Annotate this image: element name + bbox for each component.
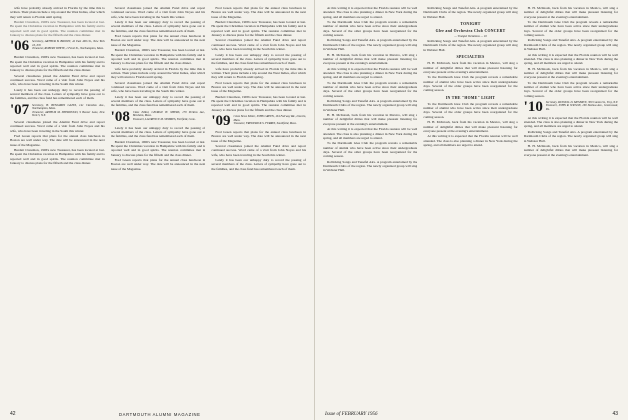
section-subheading: Glee and Orchestra Club CONCERT bbox=[435, 29, 506, 34]
home-light-text: At this writing it is expected that the Florida reunion will be well attended. The class is also planning a dinner in New York during the spring, and all members are urged to attend. bbox=[423, 134, 518, 147]
class-heading bbox=[523, 98, 618, 115]
section-heading-tonight: TONIGHT bbox=[460, 21, 481, 26]
page-number: 43 bbox=[612, 411, 618, 417]
class-notes: Lately it has been our unhappy duty to record the passing of several members of the class. Letters of sympathy have gone out to the families, and the class fund has remembered each of them. bbox=[110, 20, 206, 33]
class-year: '06 bbox=[10, 38, 30, 55]
issue-date: Issue of FEBRUARY 1956 bbox=[325, 411, 378, 417]
concert-credit: — Trumpet Variations — 10 bbox=[454, 34, 487, 39]
class-notes: At this writing it is expected that the Florida reunion will be well attended. The class is also planning a dinner in New York during the spring, and all members are urged to attend. bbox=[523, 115, 618, 129]
class-notes: Burdett Claremon, 1906's new Treasurer, has been located at last. He spent the Christmas vacation in Hampshire with his family and is reported well and in good spirits. The reunion committee met in January to discuss plans for the fiftieth and the class dinner. bbox=[10, 55, 105, 73]
class-notes: Rollicking Songs and Tuneful Airs. A program entertained by the Dartmouth Clubs of the region. The newly organized group will sing in Webster Hall. bbox=[323, 38, 418, 52]
right-page bbox=[314, 0, 628, 420]
class-notes: Rollicking Songs and Tuneful Airs. A program entertained by the Dartmouth Clubs of the region. The newly organized group will sing in Webster Hall. bbox=[523, 38, 618, 52]
class-notes: Burdett Claremon, 1906's new Treasurer, has been located at last. He spent the Christmas vacation in Hampshire with his family and is reported well and in good spirits. The reunion committee met in January to discuss plans for the fiftieth and the class dinner. bbox=[211, 20, 307, 37]
class-notes: Burdett Claremon, 1906's new Treasurer, has been located at last. He spent the Christmas vacation in Hampshire with his family and is reported well and in good spirits. The reunion committee met in January to discuss plans for the fiftieth and the class dinner. bbox=[211, 94, 307, 112]
class-notes: At this writing it is expected that the Florida reunion will be well attended. The class is also planning a dinner in New York during the spring, and all members are urged to attend. bbox=[523, 52, 618, 66]
class-secretary: Secretary, RUSSELL D. MESERVE, 300 Canton St., Troy, N.Y. bbox=[545, 99, 618, 104]
column-text: Burdett Claremon, 1906's new Treasurer, has been located at last. He spent the Christmas vacation in Hampshire with his family and is reported well and in good spirits. The reunion committee met in January to discuss plans for the fiftieth and the class dinner. bbox=[10, 20, 105, 37]
class-notes: To the Dartmouth Glee Club the program reveals a remarkable number of alumni who have been active since their undergraduate days. Several of the older groups have been reorganized for the coming season. bbox=[323, 80, 418, 98]
class-notes: Rollicking Songs and Tuneful Airs. A program entertained by the Dartmouth Clubs of the region. The newly organized group will sing in Webster Hall. bbox=[323, 159, 418, 173]
page-number: 42 bbox=[10, 411, 16, 417]
class-notes: Several classmates joined the Alumni Fund drive and report continued success. Word came of a visit from John Noyes and his wife, who have been traveling in the South this winter. bbox=[211, 38, 307, 52]
class-heading bbox=[211, 112, 307, 129]
right-column-3 bbox=[524, 6, 618, 402]
class-treasurer: Treasurer, FREDERICK S. FERRIN, Southfield, Mass. bbox=[233, 121, 297, 126]
column-text: wife have probably already arrived in Florida by the time this is written. Their plans include a trip around the West Indies, after which they will return to Florida until spring. bbox=[10, 6, 105, 19]
class-notes: H. H. McIntosh, back from his vacation in Mexico, will sing a number of delightful ditties that will make pleasant listening for everyone present at the evening's entertainment. bbox=[523, 144, 618, 157]
class-notes: Several classmates joined the Alumni Fund drive and report continued success. Word came of a visit from John Noyes and his wife, who have been traveling in the South this winter. bbox=[110, 80, 206, 94]
class-notes: Burdett Claremon, 1906's new Treasurer, has been located at last. He spent the Christmas vacation in Hampshire with his family and is reported well and in good spirits. The reunion committee met in January to discuss plans for the fiftieth and the class dinner. bbox=[110, 48, 206, 66]
class-notes: To the Dartmouth Glee Club the program reveals a remarkable number of alumni who have been active since their undergraduate days. Several of the older groups have been reorganized for the coming season. bbox=[323, 20, 418, 37]
class-notes: Fred Green reports that plans for the annual class luncheon in Boston are well under way. The date will be announced in the next issue of the Magazine. bbox=[110, 34, 206, 47]
class-notes: Fred Green reports that plans for the annual class luncheon in Boston are well under way. The date will be announced in the next issue of the Magazine. bbox=[10, 134, 105, 147]
class-treasurer: Treasurer, ROBERT WHITE, 1 Fenel St., Northampton, Mass. bbox=[32, 46, 104, 51]
class-notes: Rollicking Songs and Tuneful Airs. A program entertained by the Dartmouth Clubs of the region. The newly organized group will sing in Webster Hall. bbox=[323, 99, 418, 112]
class-heading bbox=[110, 108, 206, 125]
class-notes: Rollicking Songs and Tuneful Airs. A program entertained by the Dartmouth Clubs of the region. The newly organized group will sing in Webster Hall. bbox=[423, 6, 518, 19]
page-footer bbox=[325, 411, 618, 417]
right-column-2 bbox=[423, 6, 517, 402]
class-notes: Several classmates joined the Alumni Fund drive and report continued success. Word came of a visit from John Noyes and his wife, who have been traveling in the South this winter. bbox=[110, 6, 206, 19]
class-notes: At this writing it is expected that the Florida reunion will be well attended. The class is also planning a dinner in New York during the spring, and all members are urged to attend. bbox=[323, 66, 418, 80]
specialties-text: To the Dartmouth Glee Club the program reveals a remarkable number of alumni who have been active since their undergraduate days. Several of the older groups have been reorganized for the coming season. bbox=[423, 75, 518, 93]
class-notes: Fred Green reports that plans for the annual class luncheon in Boston are well under way. The date will be announced in the next issue of the Magazine. bbox=[211, 6, 307, 19]
class-year: '10 bbox=[523, 98, 543, 115]
class-notes: Burdett Claremon, 1906's new Treasurer, has been located at last. He spent the Christmas vacation in Hampshire with his family and is reported well and in good spirits. The reunion committee met in January to discuss plans for the fiftieth and the class dinner. bbox=[10, 148, 105, 166]
section-heading-home-light: IN THE "HOME" LIGHT bbox=[445, 95, 496, 100]
concert-text: Rollicking Songs and Tuneful Airs. A program entertained by the Dartmouth Clubs of the region. The newly organized group will sing in Webster Hall. bbox=[423, 39, 518, 52]
magazine-title: DARTMOUTH ALUMNI MAGAZINE bbox=[119, 411, 201, 417]
class-notes: At this writing it is expected that the Florida reunion will be well attended. The class is also planning a dinner in New York during the spring, and all members are urged to attend. bbox=[323, 127, 418, 140]
class-secretary: Class Editor, GEORGE H. MYERS, 179 Perkins Ave., Brockton, Mass. bbox=[132, 109, 206, 118]
class-notes: To the Dartmouth Glee Club the program reveals a remarkable number of alumni who have been active since their undergraduate days. Several of the older groups have been reorganized for the coming season. bbox=[523, 80, 618, 98]
class-notes: H. H. McIntosh, back from his vacation in Mexico, will sing a number of delightful ditties that will make pleasant listening for everyone present at the evening's entertainment. bbox=[323, 52, 418, 66]
class-treasurer: Treasurer, ARTHUR M. SHERWOOD, 9 Beaver Lane, New York 5, N.Y. bbox=[32, 109, 105, 118]
specialties-text: H. H. McIntosh, back from his vacation in Mexico, will sing a number of delightful ditties that will make pleasant listening for everyone present at the evening's entertainment. bbox=[423, 61, 518, 74]
class-notes: Rollicking Songs and Tuneful Airs. A program entertained by the Dartmouth Clubs of the region. The newly organized group will sing in Webster Hall. bbox=[523, 129, 618, 143]
class-notes: To the Dartmouth Glee Club the program reveals a remarkable number of alumni who have been active since their undergraduate days. Several of the older groups have been reorganized for the coming season. bbox=[523, 20, 618, 37]
class-notes: Lately it has been our unhappy duty to record the passing of several members of the class. Letters of sympathy have gone out to the families, and the class fund has remembered each of them. bbox=[110, 125, 206, 139]
class-heading bbox=[10, 40, 105, 53]
class-treasurer: Treasurer, LAURENCE M. SYMMES, Fairfield, Conn. bbox=[132, 116, 196, 121]
class-notes: Several classmates joined the Alumni Fund drive and report continued success. Word came of a visit from John Noyes and his wife, who have been traveling in the South this winter. bbox=[211, 144, 307, 157]
class-notes: Fred Green reports that plans for the annual class luncheon in Boston are well under way. The date will be announced in the next issue of the Magazine. bbox=[110, 158, 206, 171]
class-notes: Several classmates joined the Alumni Fund drive and report continued success. Word came of a visit from John Noyes and his wife, who have been traveling in the South this winter. bbox=[10, 73, 105, 87]
class-secretary: Class News Editor, JOHN GREEN, 104 Fairway Rd., Lincoln, Mass. bbox=[233, 113, 307, 122]
page-footer bbox=[10, 411, 304, 417]
class-notes: wife have probably already arrived in Florida by the time this is written. Their plans include a trip around the West Indies, after which they will return to Florida until spring. bbox=[110, 66, 206, 80]
class-notes: Lately it has been our unhappy duty to record the passing of several members of the class. Letters of sympathy have gone out to the families, and the class fund has remembered each of them. bbox=[211, 52, 307, 66]
home-light-text: H. H. McIntosh, back from his vacation in Mexico, will sing a number of delightful ditties that will make pleasant listening for everyone present at the evening's entertainment. bbox=[423, 120, 518, 133]
class-notes: Lately it has been our unhappy duty to record the passing of several members of the class. Letters of sympathy have gone out to the families, and the class fund has remembered each of them. bbox=[211, 158, 307, 171]
class-secretary: Secretary, ARTHUR B. BROWN, 42 East 49th St., New York 16, N.Y. bbox=[32, 39, 105, 47]
section-heading-specialties: SPECIALTIES bbox=[456, 54, 485, 59]
left-column-2 bbox=[111, 6, 206, 402]
class-notes: Fred Green reports that plans for the annual class luncheon in Boston are well under way. The date will be announced in the next issue of the Magazine. bbox=[211, 129, 307, 143]
class-notes: H. H. McIntosh, back from his vacation in Mexico, will sing a number of delightful ditties that will make pleasant listening for everyone present at the evening's entertainment. bbox=[323, 113, 418, 126]
class-notes: H. H. McIntosh, back from his vacation in Mexico, will sing a number of delightful ditties that will make pleasant listening for everyone present at the evening's entertainment. bbox=[523, 66, 618, 80]
class-notes: To the Dartmouth Glee Club the program reveals a remarkable number of alumni who have been active since their undergraduate days. Several of the older groups have been reorganized for the coming season. bbox=[323, 141, 418, 159]
class-notes: Lately it has been our unhappy duty to record the passing of several members of the class. Letters of sympathy have gone out to the families, and the class fund has remembered each of them. bbox=[110, 94, 206, 108]
class-year: '08 bbox=[110, 108, 130, 125]
class-year: '07 bbox=[10, 101, 30, 118]
left-column-3 bbox=[211, 6, 306, 402]
right-column-1 bbox=[323, 6, 417, 402]
class-notes: Fred Green reports that plans for the annual class luncheon in Boston are well under way. The date will be announced in the next issue of the Magazine. bbox=[211, 80, 307, 94]
class-year: '09 bbox=[211, 112, 231, 129]
home-light-text: To the Dartmouth Glee Club the program reveals a remarkable number of alumni who have been active since their undergraduate days. Several of the older groups have been reorganized for the coming season. bbox=[423, 101, 518, 119]
left-column-1 bbox=[10, 6, 105, 402]
class-notes: Lately it has been our unhappy duty to record the passing of several members of the class. Letters of sympathy have gone out to the families, and the class fund has remembered each of them. bbox=[10, 87, 105, 101]
class-notes: Burdett Claremon, 1906's new Treasurer, has been located at last. He spent the Christmas vacation in Hampshire with his family and is reported well and in good spirits. The reunion committee met in January to discuss plans for the fiftieth and the class dinner. bbox=[110, 139, 206, 157]
class-secretary: Secretary, H. BENJAMIN GATES, 141 Claredon Ave., Northampton, Mass. bbox=[32, 102, 105, 111]
class-treasurer: Treasurer, JOHN R. WILSON, 169 Nashua Ave., Greenwood, Pa. bbox=[545, 103, 618, 112]
class-notes: At this writing it is expected that the Florida reunion will be well attended. The class is also planning a dinner in New York during the spring, and all members are urged to attend. bbox=[323, 6, 418, 19]
class-notes: H. H. McIntosh, back from his vacation in Mexico, will sing a number of delightful ditties that will make pleasant listening for everyone present at the evening's entertainment. bbox=[523, 6, 618, 19]
class-heading bbox=[10, 101, 105, 118]
class-notes: Several classmates joined the Alumni Fund drive and report continued success. Word came of a visit from John Noyes and his wife, who have been traveling in the South this winter. bbox=[10, 119, 105, 133]
class-notes: wife have probably already arrived in Florida by the time this is written. Their plans include a trip around the West Indies, after which they will return to Florida until spring. bbox=[211, 66, 307, 80]
